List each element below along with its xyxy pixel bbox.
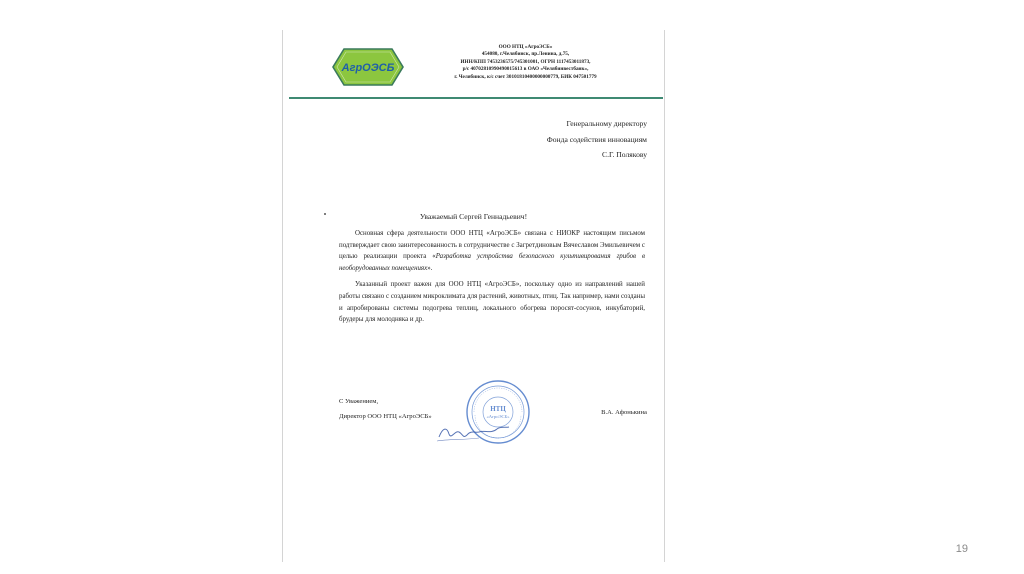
header-divider: [289, 97, 663, 99]
addressee-name: С.Г. Полякову: [602, 150, 647, 159]
company-address: 454080, г.Челябинск, пр.Ленина, д.75,: [481, 51, 570, 58]
addressee-organization: Фонда содействия инновациям: [546, 134, 647, 144]
signatory-name: В.А. Афонькина: [601, 409, 647, 416]
letter-page: [282, 30, 665, 562]
company-inn: ИНН/КПП 7453236575/745301001, ОГРН 1117453011873,: [460, 58, 591, 65]
project-title: Разработка устройства безопасного культивирования грибов в необорудованных помещениях: [339, 253, 645, 272]
paragraph-1-text: Основная сфера деятельности ООО НТЦ «АгроЭСБ» связана с НИОКР настоящим письмом подтверждает свою заинтересованность в сотрудничестве с Загретдиновым Вячеславом Эмильевичем с целью реализации проекта «: [339, 230, 645, 261]
svg-text:НТЦ: НТЦ: [490, 405, 506, 413]
letter-body: [339, 228, 645, 331]
svg-text:«АгроЭСБ»: «АгроЭСБ»: [486, 414, 510, 419]
closing-regards: С Уважением,: [339, 398, 379, 405]
addressee-block: [547, 116, 647, 163]
company-logo: [332, 47, 404, 87]
signatory-position: Директор ООО НТЦ «АгроЭСБ»: [339, 413, 432, 420]
handwritten-signature: [433, 415, 513, 445]
paragraph-1-end: ».: [427, 264, 433, 272]
company-account: р/с 40702810990490015613 в ОАО «Челябинвестбанк»,: [462, 66, 589, 73]
greeting: Уважаемый Сергей Геннадьевич!: [419, 212, 528, 221]
company-details: [423, 44, 628, 81]
company-bank: г. Челябинск, к/с счет 30101810400000000779, БИК 047501779: [454, 73, 597, 80]
addressee-title: Генеральному директору: [566, 119, 647, 128]
svg-text:АгрОЭСБ: АгрОЭСБ: [341, 62, 395, 74]
company-name: ООО НТЦ «АгроЭСБ»: [498, 44, 553, 50]
closing-block: [339, 394, 432, 424]
body-paragraph-1: [339, 228, 645, 274]
page-number: 19: [955, 543, 968, 555]
body-paragraph-2: Указанный проект важен для ООО НТЦ «АгроЭСБ», поскольку одно из направлений нашей работы связано с созданием микроклимата для растений, животных, птиц. Так например, нами созданы и апробированы системы подогрева теплиц, локального обогрева поросят-сосунов, инкубаторий, брудеры для молодняка и др.: [339, 281, 645, 324]
